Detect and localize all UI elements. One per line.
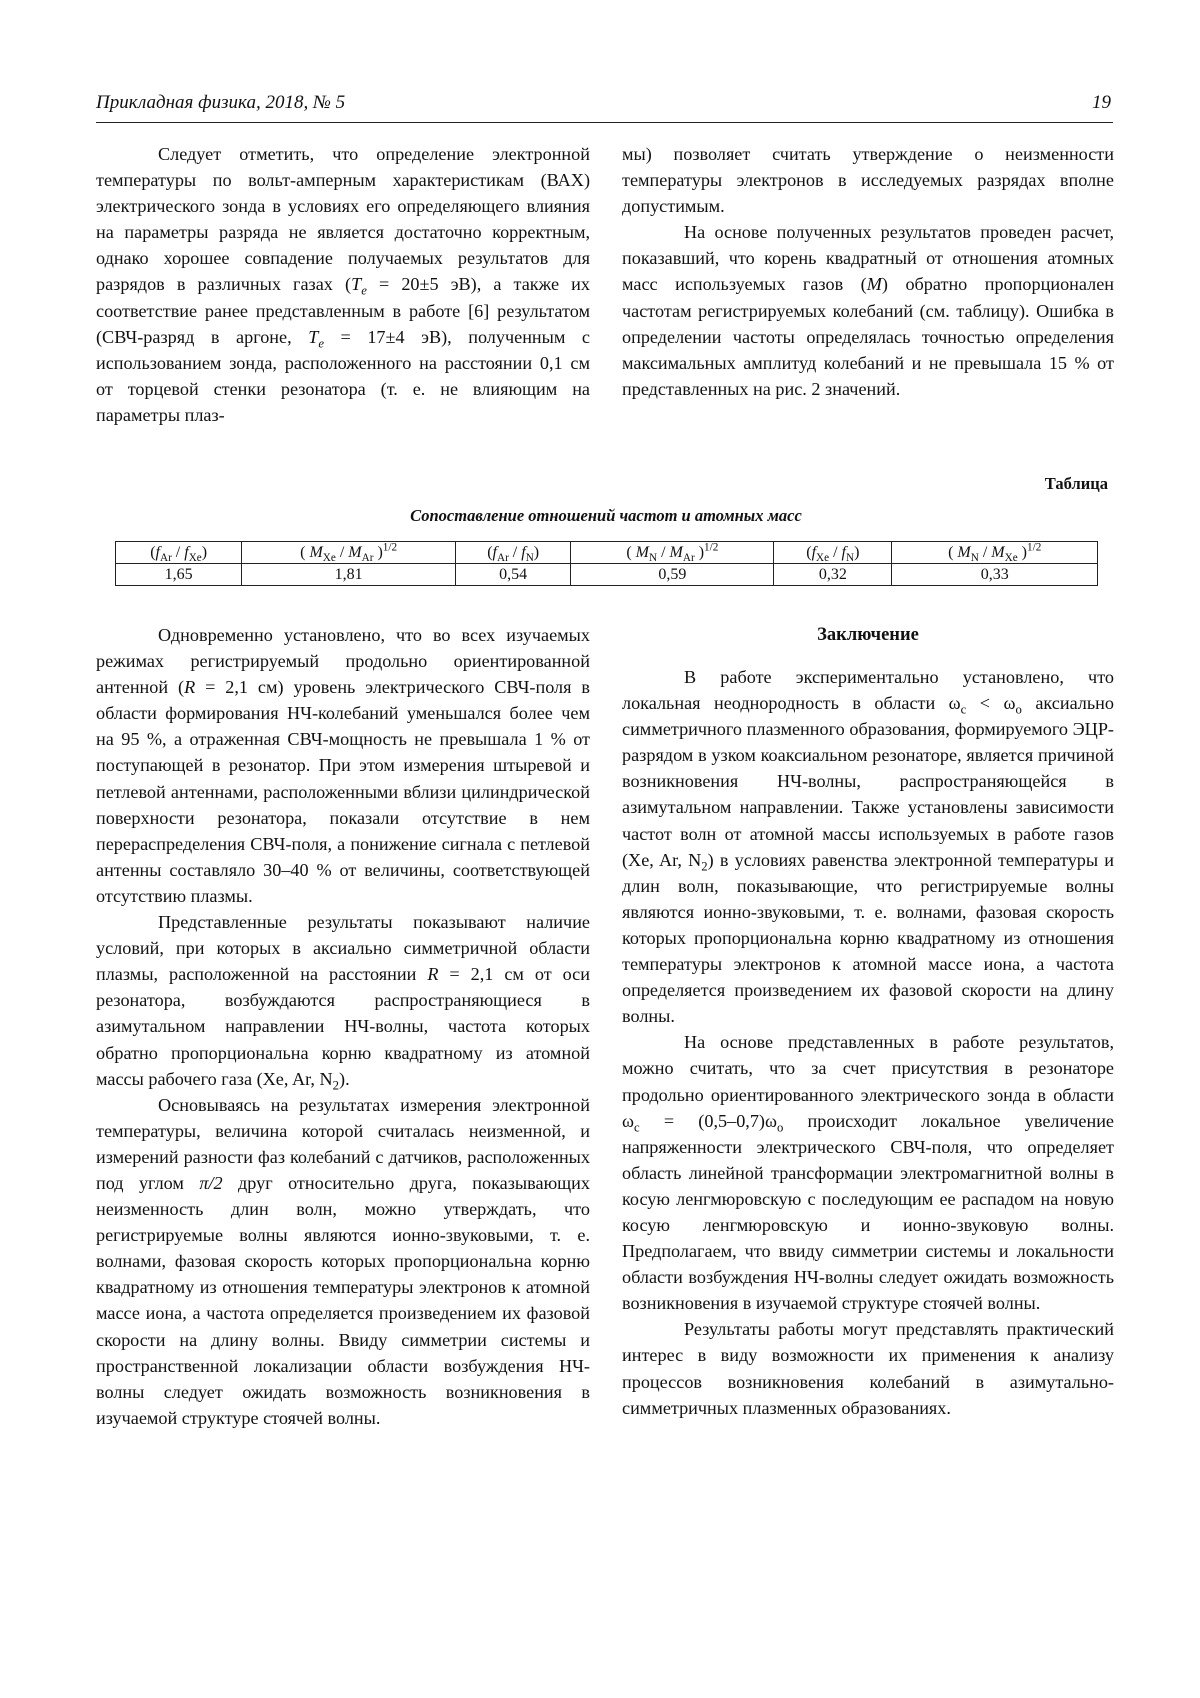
- paragraph-mass-ratio: На основе полученных результатов проведен расчет, показавший, что корень квадратный от отношения атомных масс используемых газов (M) обратно пропорционален частотам регистрируемых колебаний (см. таблицу). Ошибка в определении частоты определялась точностью определения максимальных амплитуд колебаний и не превышала 15 % от представленных на рис. 2 значений.: [622, 222, 1115, 399]
- table-row: [116, 564, 1098, 586]
- section-title-conclusion: Заключение: [817, 625, 919, 645]
- table-caption: Сопоставление отношений частот и атомных масс: [410, 506, 802, 525]
- table-cell: 0,32: [774, 564, 892, 586]
- paragraph-ion-acoustic-waves: Основываясь на результатах измерения электронной температуры, величина которой считалась неизменной, и измерений разности фаз колебаний с датчиков, расположенных под углом π/2 друг относительно друга, показывающих неизменность длин волн, можно утверждать, что регистрируемые волны являются ионно-звуковыми, т. е. волнами, фазовая скорость которых пропорциональна корню квадратному из отношения температуры электронов к атомной массе иона, а частота определяется произведением их фазовой скорости на длину волны. Ввиду симметрии системы и пространственной локализации области возбуждения НЧ-волны следует ожидать возможность возникновения в изучаемой структуре стоячей волны.: [96, 1094, 590, 1428]
- table-header-cell: $(f_{Ar} / f_N)$: [455, 542, 570, 564]
- table-header-row: [116, 542, 1098, 564]
- table-cell: 1,81: [242, 564, 456, 586]
- paragraph-conclusion-2: На основе представленных в работе результатов, можно считать, что за счет присутствия в резонаторе продольно ориентированного электрического зонда в области $\omega_c = (0,5-0,7)\omega_o$ происходит локальное увеличение напряженности электрического СВЧ-поля, что определяет область линейной трансформации электромагнитной волны в косую ленгмюровскую с последующим ее распадом на новую косую ленгмюровскую и ионно-звуковую волны. Предполагаем, что ввиду симметрии системы и локальности области возбуждения НЧ-волны следует ожидать возможность возникновения в изучаемой структуре стоячей волны.: [622, 1032, 1114, 1314]
- paragraph-results-conditions: Представленные результаты показывают наличие условий, при которых в аксиально симметричной области плазмы, расположенной на расстоянии R = 2,1 см от оси резонатора, возбуждаются распространяющиеся в азимутальном направлении НЧ-волны, частота которых обратно пропорциональна корню квадратному из атомной массы рабочего газа (Xe, Ar, $N_2$).: [96, 912, 590, 1093]
- table-header-cell: ( $M_N / M_{Ar}$ )$^{1/2}$: [571, 542, 774, 564]
- table-header-cell: ( $M_{Xe} / M_{Ar}$ )$^{1/2}$: [242, 542, 456, 564]
- paragraph-electron-temperature: Следует отметить, что определение электронной температуры по вольт-амперным характеристикам (ВАХ) электрического зонда в условиях его определяющего влияния на параметры разряда не является достаточно корректным, однако хорошее совпадение получаемых результатов для разрядов в различных газах ($T_e = 20\pm 5$ эВ), а также их соответствие ранее представленным в работе [6] результатом (СВЧ-разряд в аргоне, $T_e = 17\pm 4$ эВ), полученным с использованием зонда, расположенного на расстоянии 0,1 см от торцевой стенки резонатора (т. е. не влияющим на параметры плаз-: [96, 144, 591, 425]
- column-bottom-right: [622, 622, 1114, 1421]
- table-header-cell: $(f_{Ar} / f_{Xe})$: [116, 542, 242, 564]
- paragraph-continuation: мы) позволяет считать утверждение о неизменности температуры электронов в исследуемых разрядах вполне допустимым.: [622, 144, 1114, 217]
- paragraph-conclusion-1: В работе экспериментально установлено, что локальная неоднородность в области $\omega_c < \omega_o$ аксиально симметричного плазменного образования, формируемого ЭЦР-разрядом в узком коаксиальном резонаторе, является причиной возникновения НЧ-волны, распространяющейся в азимутальном направлении. Также установлены зависимости частот волн от атомной массы используемых в работе газов (Xe, Ar, $N_2$) в условиях равенства электронной температуры и длин волн, показывающие, что регистрируемые волны являются ионно-звуковыми, т. е. волнами, фазовая скорость которых пропорциональна корню квадратному из отношения температуры электронов к атомной массе иона, а частота определяется произведением их фазовой скорости на длину волны.: [622, 667, 1115, 1027]
- table-header-cell: $(f_{Xe} / f_N)$: [774, 542, 892, 564]
- running-header: [96, 92, 1113, 123]
- table-cell: 0,59: [571, 564, 774, 586]
- page-number: 19: [1092, 92, 1111, 113]
- table-cell: 0,33: [892, 564, 1098, 586]
- column-top-right: [622, 141, 1114, 402]
- table-label: Таблица: [1044, 474, 1108, 493]
- table-header-cell: ( $M_N / M_{Xe}$ )$^{1/2}$: [892, 542, 1098, 564]
- paragraph-antenna-measurements: Одновременно установлено, что во всех изучаемых режимах регистрируемый продольно ориентированной антенной (R = 2,1 см) уровень электрического СВЧ-поля в области формирования НЧ-колебаний уменьшался более чем на 95 %, а отраженная СВЧ-мощность не превышала 1 % от поступающей в резонатор. При этом измерения штыревой и петлевой антеннами, расположенными вблизи цилиндрической поверхности резонатора, показали отсутствие в нем перераспределения СВЧ-поля, а понижение сигнала с петлевой антенны составляло 30–40 % от величины, соответствующей отсутствию плазмы.: [96, 625, 590, 906]
- table-cell: 0,54: [455, 564, 570, 586]
- journal-citation: Прикладная физика, 2018, № 5: [96, 92, 346, 113]
- paragraph-conclusion-3: Результаты работы могут представлять практический интерес в виду возможности их применения к анализу процессов возникновения колебаний в азимутально-симметричных плазменных образованиях.: [622, 1319, 1114, 1418]
- column-bottom-left: [96, 622, 590, 1431]
- ratio-table: [115, 541, 1098, 586]
- table-cell: 1,65: [116, 564, 242, 586]
- column-top-left: [96, 141, 590, 428]
